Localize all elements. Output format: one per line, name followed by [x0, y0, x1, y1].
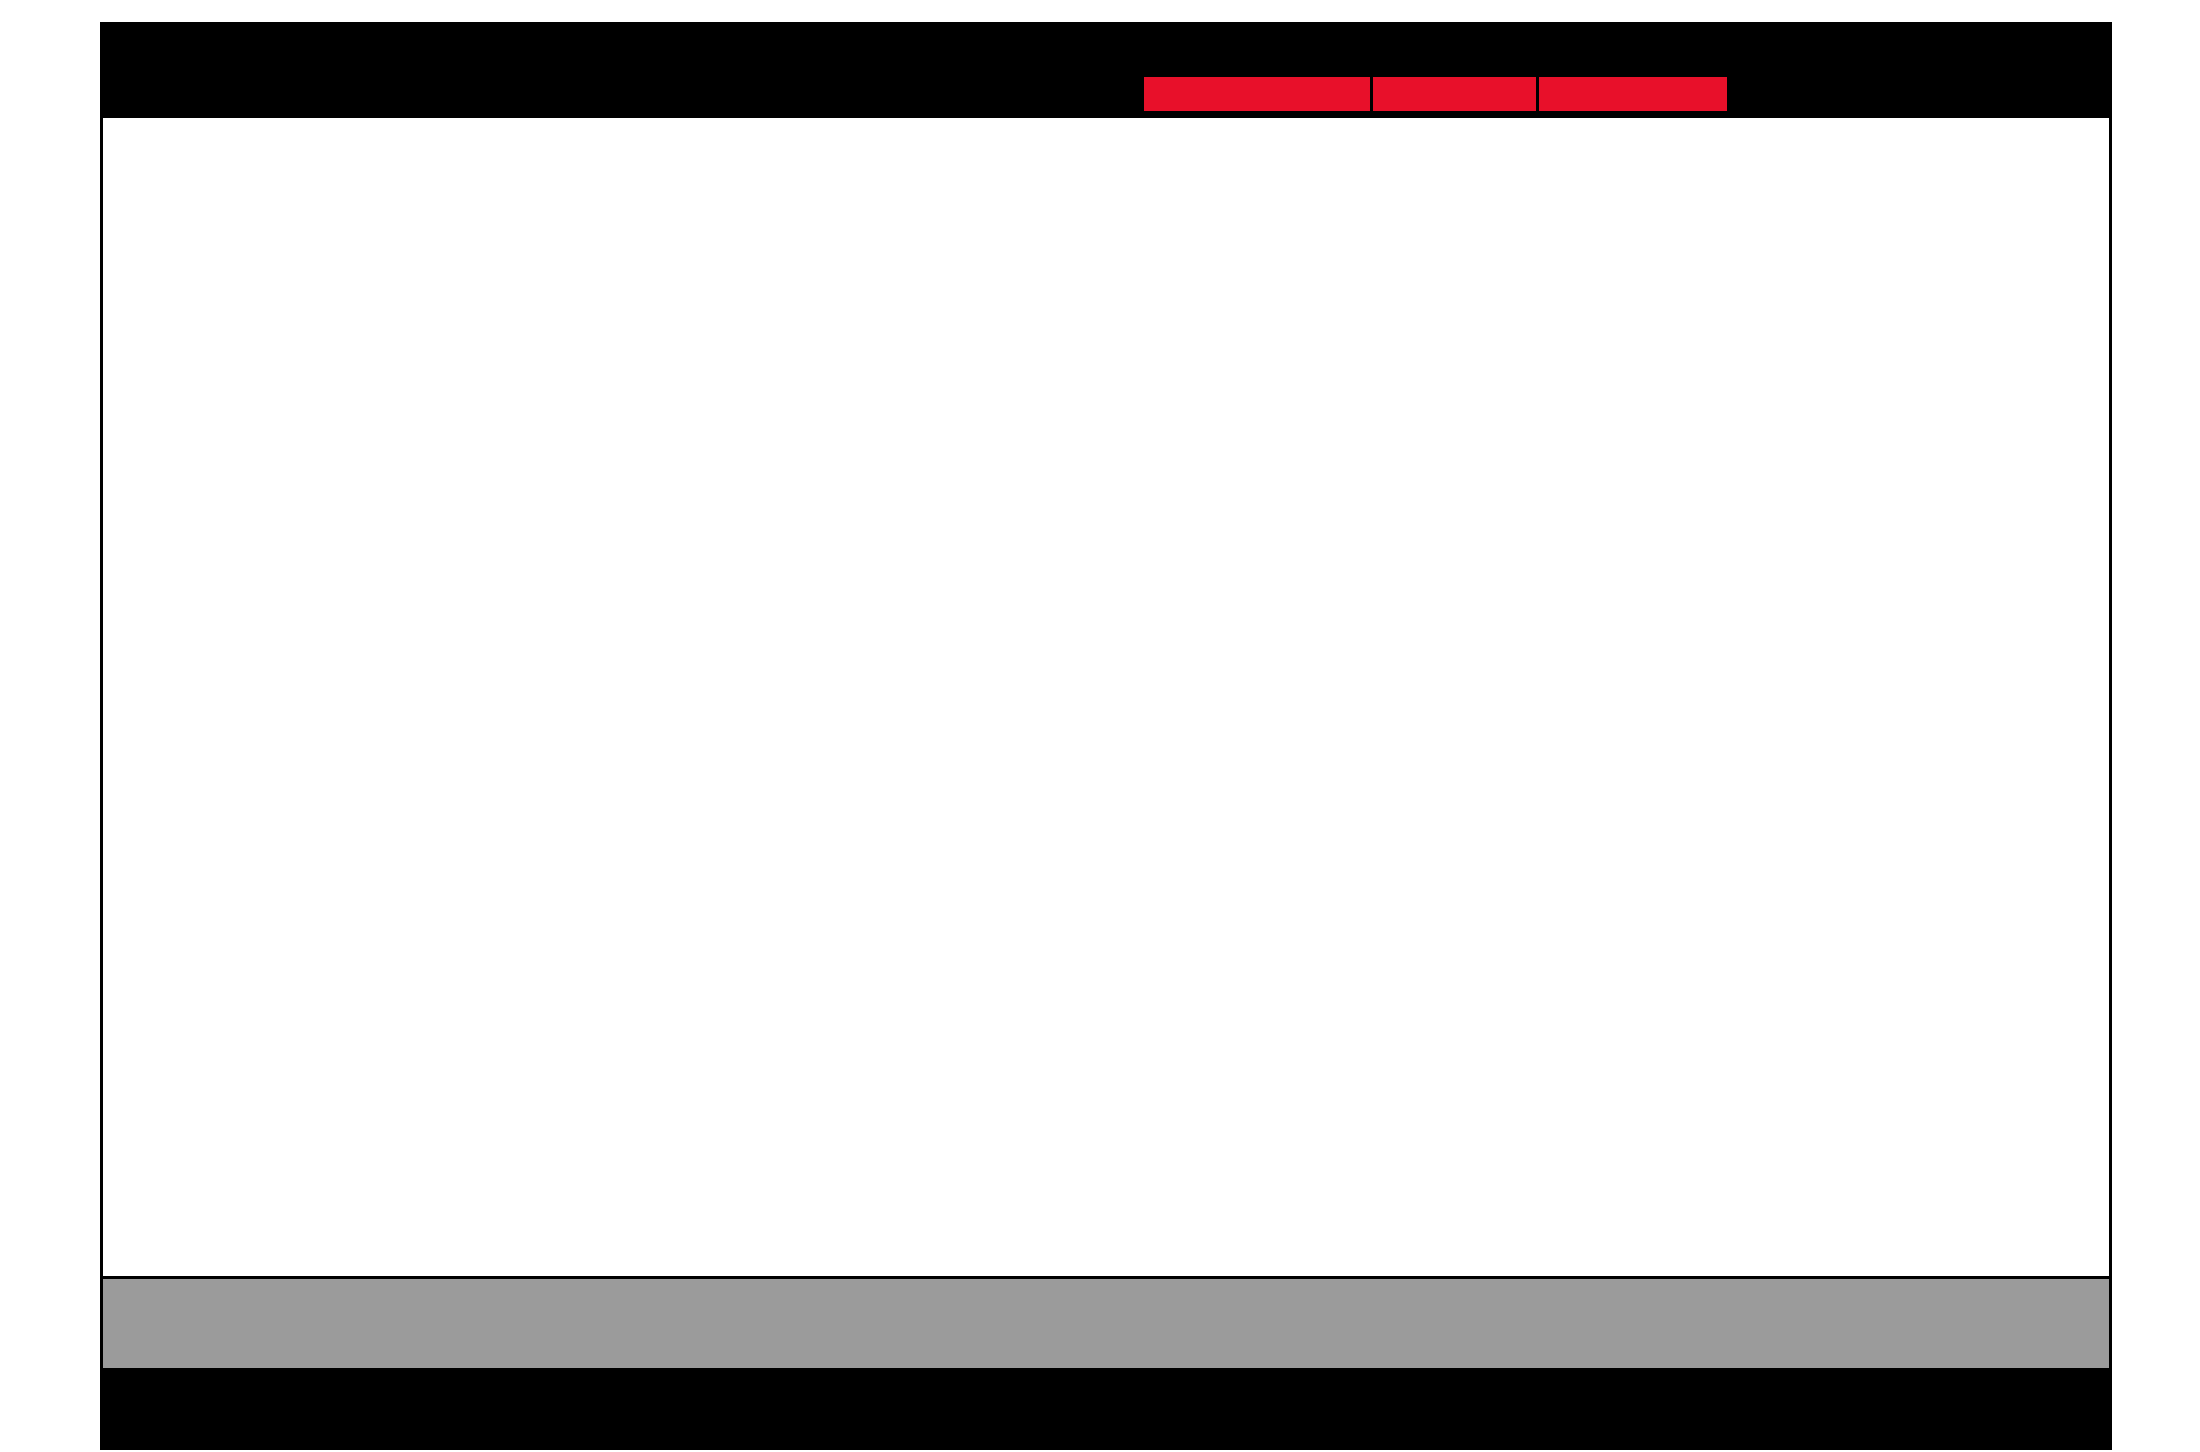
header-part-time-1	[1373, 77, 1536, 111]
header-full-time	[1144, 77, 1370, 111]
header-part-time-2	[1539, 77, 1727, 111]
schedule-sheet	[100, 22, 2112, 1450]
schedule-table	[103, 118, 2109, 1292]
notes-box	[103, 1276, 2109, 1368]
